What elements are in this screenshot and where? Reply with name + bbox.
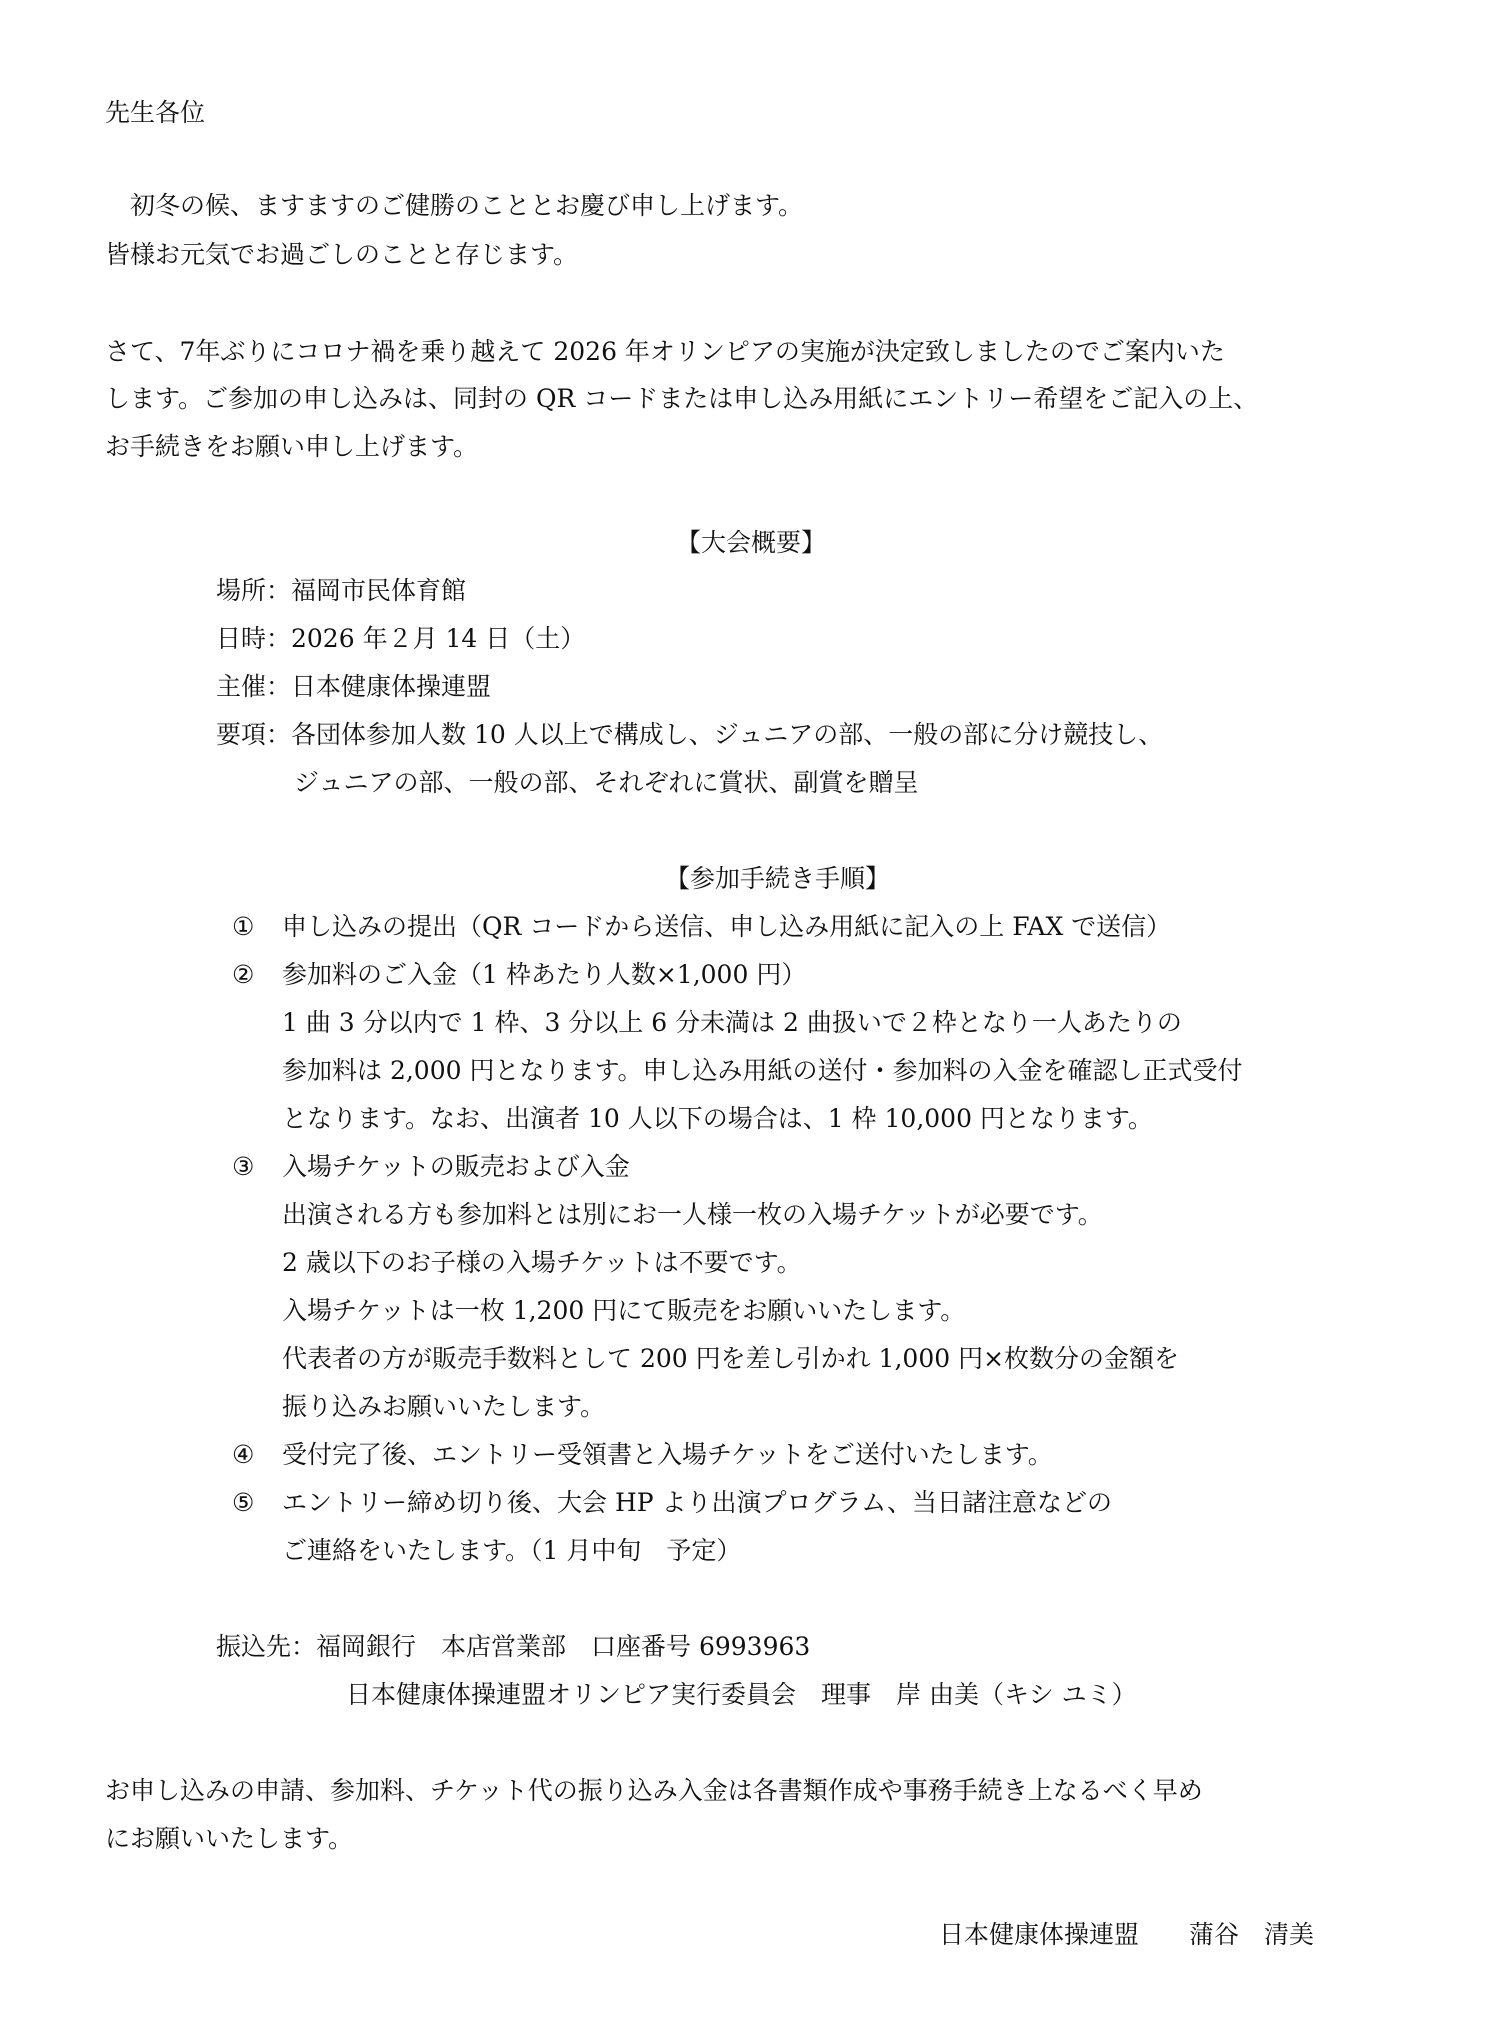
overview-heading: 【大会概要】: [676, 528, 827, 557]
step-4-number: ④: [232, 1440, 255, 1469]
step-2-text: 参加料のご入金（1 枠あたり人数×1,000 円）: [282, 960, 807, 989]
transfer-holder: 日本健康体操連盟オリンピア実行委員会 理事 岸 由美（キシ ユミ）: [346, 1680, 1137, 1709]
transfer-account: 振込先：福岡銀行 本店営業部 口座番号 6993963: [216, 1632, 811, 1661]
closing-line-1: お申し込みの申請、参加料、チケット代の振り込み入金は各書類作成や事務手続き上なるべく早め: [105, 1776, 1203, 1805]
step-3-number: ③: [232, 1152, 255, 1181]
overview-date: 日時：2026 年２月 14 日（土）: [216, 624, 586, 653]
step-3-detail-2: 2 歳以下のお子様の入場チケットは不要です。: [282, 1248, 802, 1277]
overview-requirements-1: 要項：各団体参加人数 10 人以上で構成し、ジュニアの部、一般の部に分け競技し、: [216, 720, 1164, 749]
step-2-detail-2: 参加料は 2,000 円となります。申し込み用紙の送付・参加料の入金を確認し正式受付: [282, 1056, 1243, 1085]
intro-line-3: お手続きをお願い申し上げます。: [105, 432, 479, 461]
overview-requirements-2: ジュニアの部、一般の部、それぞれに賞状、副賞を贈呈: [294, 768, 919, 797]
intro-line-1: さて、7年ぶりにコロナ禍を乗り越えて 2026 年オリンピアの実施が決定致しましたのでご案内いた: [105, 337, 1225, 366]
overview-venue: 場所：福岡市民体育館: [216, 576, 467, 605]
salutation: 先生各位: [105, 98, 206, 127]
step-5-detail-1: ご連絡をいたします。（1 月中旬 予定）: [282, 1536, 742, 1565]
step-3-text: 入場チケットの販売および入金: [282, 1152, 630, 1181]
step-3-detail-5: 振り込みお願いいたします。: [282, 1392, 606, 1421]
step-2-detail-1: 1 曲 3 分以内で 1 枠、3 分以上 6 分未満は 2 曲扱いで２枠となり一人あたりの: [282, 1008, 1182, 1037]
intro-line-2: します。ご参加の申し込みは、同封の QR コードまたは申し込み用紙にエントリー希望をご記入の上、: [105, 384, 1259, 413]
procedure-heading: 【参加手続き手順】: [665, 864, 891, 893]
overview-organizer: 主催：日本健康体操連盟: [216, 672, 492, 701]
step-5-number: ⑤: [232, 1488, 255, 1517]
step-1-text: 申し込みの提出（QR コードから送信、申し込み用紙に記入の上 FAX で送信）: [282, 912, 1172, 941]
step-4-text: 受付完了後、エントリー受領書と入場チケットをご送付いたします。: [282, 1440, 1053, 1469]
step-5-text: エントリー締め切り後、大会 HP より出演プログラム、当日諸注意などの: [282, 1488, 1113, 1517]
step-1-number: ①: [232, 912, 255, 941]
step-2-detail-3: となります。なお、出演者 10 人以下の場合は、1 枠 10,000 円となります。: [282, 1104, 1153, 1133]
step-3-detail-3: 入場チケットは一枚 1,200 円にて販売をお願いいたします。: [282, 1296, 966, 1325]
greeting-line-1: 初冬の候、ますますのご健勝のこととお慶び申し上げます。: [105, 191, 804, 220]
closing-line-2: にお願いいたします。: [105, 1824, 354, 1853]
step-3-detail-4: 代表者の方が販売手数料として 200 円を差し引かれ 1,000 円×枚数分の金額を: [282, 1344, 1180, 1373]
greeting-line-2: 皆様お元気でお過ごしのことと存じます。: [105, 240, 579, 269]
step-3-detail-1: 出演される方も参加料とは別にお一人様一枚の入場チケットが必要です。: [282, 1200, 1103, 1229]
signature: 日本健康体操連盟 蒲谷 清美: [939, 1920, 1315, 1949]
step-2-number: ②: [232, 960, 255, 989]
